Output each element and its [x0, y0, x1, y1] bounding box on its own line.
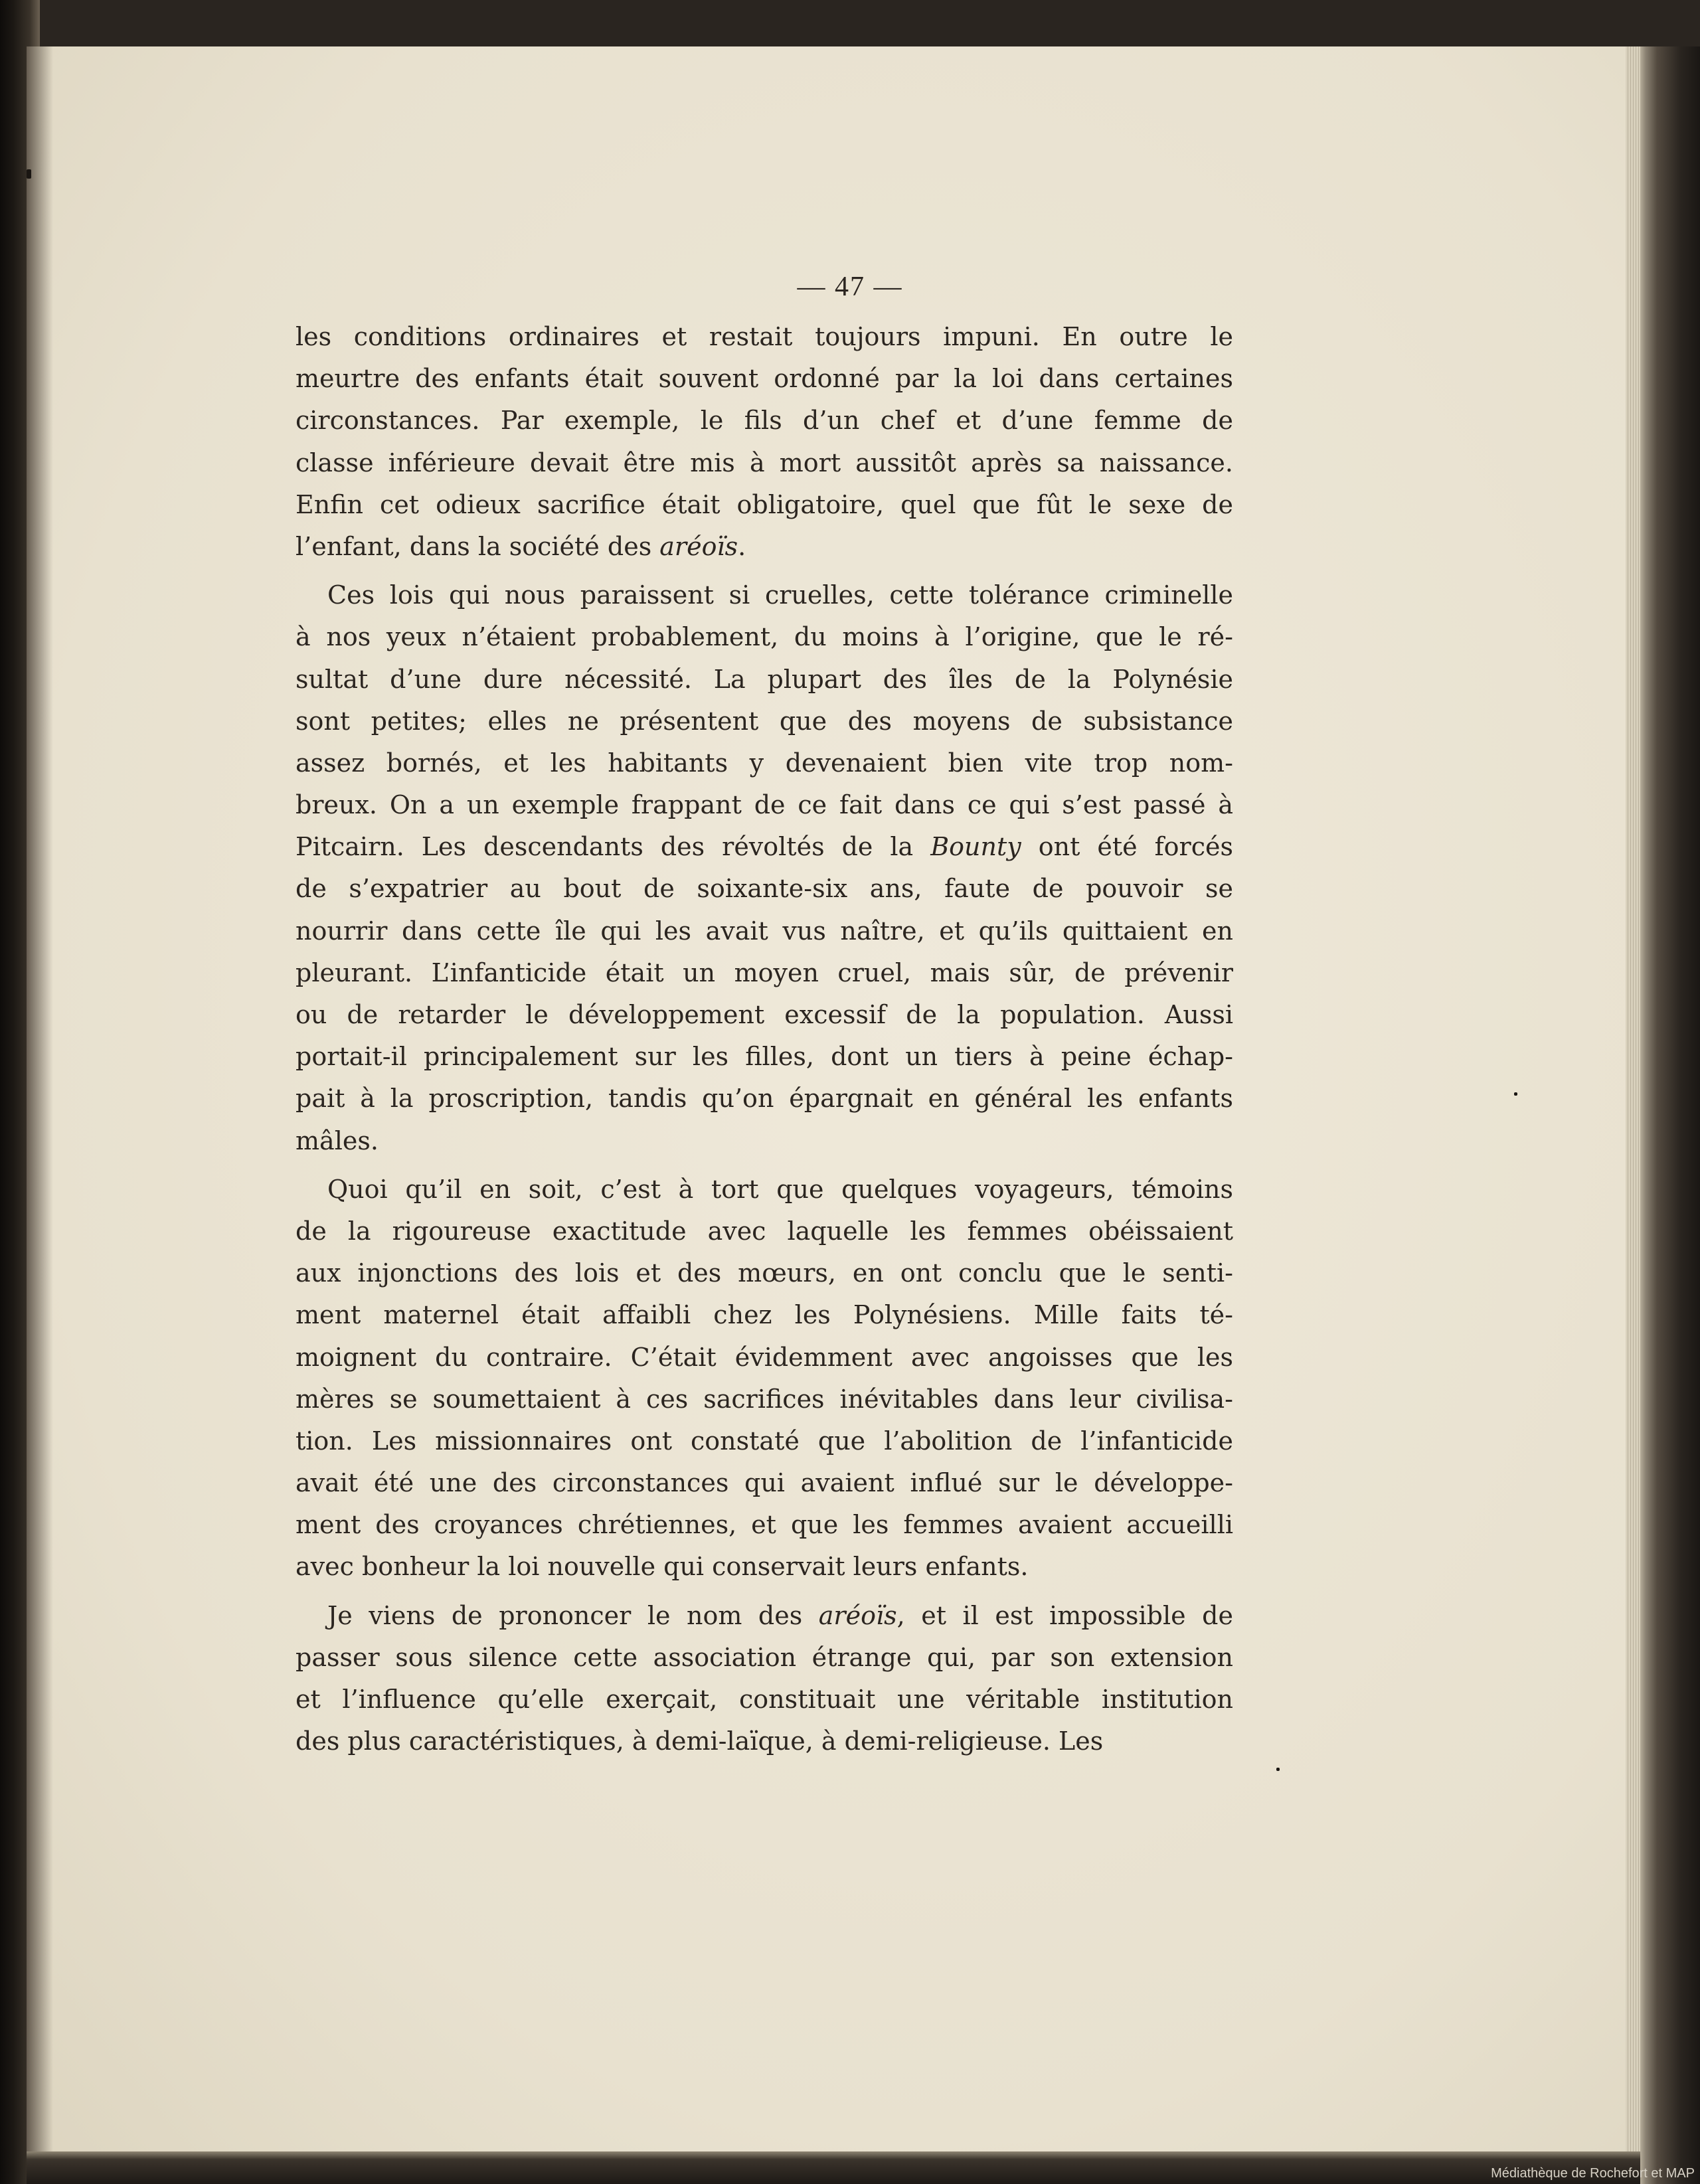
- text-segment: de s’expatrier au bout de soixante-six ans, faute de pouvoir se: [296, 874, 1233, 904]
- text-line: [296, 484, 1233, 526]
- text-line: [296, 442, 1233, 484]
- text-line: [296, 1078, 1233, 1120]
- credit-watermark: Médiathèque de Rochefort et MAP: [1491, 2166, 1695, 2181]
- text-line: [296, 1420, 1233, 1462]
- text-line: [296, 1546, 1233, 1588]
- text-segment: avait été une des circonstances qui avaient influé sur le développe-: [296, 1468, 1233, 1498]
- text-line: [296, 1337, 1233, 1379]
- text-segment: classe inférieure devait être mis à mort aussitôt après sa naissance.: [296, 448, 1233, 477]
- text-segment: passer sous silence cette association étrange qui, par son extension: [296, 1642, 1233, 1672]
- gutter-shadow: [27, 46, 53, 2151]
- text-segment: .: [738, 531, 746, 561]
- text-segment: Enfin cet odieux sacrifice était obligatoire, quel que fût le sexe de: [296, 489, 1233, 519]
- paragraph: [296, 1595, 1233, 1763]
- paragraph: [296, 316, 1233, 568]
- text-line: [296, 1504, 1233, 1546]
- text-segment: pait à la proscription, tandis qu’on épargnait en général les enfants: [296, 1084, 1233, 1114]
- text-line: [296, 526, 1233, 568]
- text-line: [296, 1721, 1233, 1762]
- page-edge-right: [1640, 46, 1700, 2184]
- text-line: [296, 1462, 1233, 1504]
- text-segment: Quoi qu’il en soit, c’est à tort que quelques voyageurs, témoins: [327, 1174, 1233, 1204]
- text-line: [296, 1379, 1233, 1420]
- text-segment: sont petites; elles ne présentent que des moyens de subsistance: [296, 706, 1233, 736]
- text-line: [296, 994, 1233, 1036]
- text-segment: ment maternel était affaibli chez les Polynésiens. Mille faits té-: [296, 1300, 1233, 1330]
- text-line: [296, 826, 1233, 868]
- text-line: [296, 1120, 1233, 1162]
- text-segment: sultat d’une dure nécessité. La plupart des îles de la Polynésie: [296, 664, 1233, 694]
- text-line: [296, 616, 1233, 658]
- text-segment: mères se soumettaient à ces sacrifices inévitables dans leur civilisa-: [296, 1384, 1233, 1414]
- text-segment: ou de retarder le développement excessif de la population. Aussi: [296, 1000, 1233, 1029]
- italic-term: Bounty: [930, 832, 1021, 862]
- text-segment: circonstances. Par exemple, le fils d’un chef et d’une femme de: [296, 406, 1233, 436]
- text-segment: portait-il principalement sur les filles, dont un tiers à peine échap-: [296, 1042, 1233, 1072]
- text-segment: assez bornés, et les habitants y devenaient bien vite trop nom-: [296, 748, 1233, 778]
- text-segment: meurtre des enfants était souvent ordonné par la loi dans certaines: [296, 364, 1233, 394]
- text-segment: ment des croyances chrétiennes, et que les femmes avaient accueilli: [296, 1510, 1233, 1540]
- text-segment: breux. On a un exemple frappant de ce fait dans ce qui s’est passé à: [296, 790, 1233, 820]
- italic-term: aréoïs: [818, 1600, 897, 1630]
- text-line: [296, 1595, 1233, 1637]
- text-line: [296, 316, 1233, 358]
- page-speck: [1514, 1092, 1517, 1096]
- text-line: [296, 701, 1233, 742]
- page-bottom-edge: [27, 2151, 1640, 2184]
- text-segment: Ces lois qui nous paraissent si cruelles, cette tolérance criminelle: [327, 580, 1233, 610]
- text-segment: à nos yeux n’étaient probablement, du moins à l’origine, que le ré-: [296, 622, 1233, 652]
- text-segment: Je viens de prononcer le nom des: [327, 1600, 819, 1630]
- text-segment: Pitcairn. Les descendants des révoltés de la: [296, 832, 931, 862]
- text-line: [296, 868, 1233, 910]
- text-segment: pleurant. L’infanticide était un moyen cruel, mais sûr, de prévenir: [296, 958, 1233, 987]
- text-segment: mâles.: [296, 1126, 379, 1155]
- text-segment: les conditions ordinaires et restait toujours impuni. En outre le: [296, 322, 1233, 351]
- binding-mark: [27, 169, 31, 179]
- text-line: [296, 742, 1233, 784]
- page-stack-edges: [1626, 46, 1640, 2151]
- text-segment: l’enfant, dans la société des: [296, 531, 660, 561]
- text-segment: , et il est impossible de: [896, 1600, 1233, 1630]
- text-line: [296, 1252, 1233, 1294]
- text-line: [296, 1211, 1233, 1252]
- text-line: [296, 574, 1233, 616]
- paragraph: [296, 574, 1233, 1162]
- text-line: [296, 1169, 1233, 1211]
- text-segment: tion. Les missionnaires ont constaté que l’abolition de l’infanticide: [296, 1426, 1233, 1456]
- text-segment: et l’influence qu’elle exerçait, constituait une véritable institution: [296, 1685, 1233, 1714]
- text-line: [296, 659, 1233, 701]
- text-line: [296, 358, 1233, 400]
- text-segment: ont été forcés: [1021, 832, 1233, 862]
- text-line: [296, 1679, 1233, 1721]
- page-speck: [1276, 1768, 1280, 1771]
- text-segment: des plus caractéristiques, à demi-laïque, à demi-religieuse. Les: [296, 1726, 1104, 1756]
- text-segment: aux injonctions des lois et des mœurs, en ont conclu que le senti-: [296, 1258, 1233, 1288]
- page-number: — 47 —: [797, 272, 903, 302]
- body-text: [296, 316, 1233, 1762]
- text-line: [296, 1294, 1233, 1336]
- paragraph: [296, 1169, 1233, 1588]
- italic-term: aréoïs: [659, 531, 738, 561]
- text-line: [296, 1637, 1233, 1679]
- text-line: [296, 400, 1233, 442]
- text-line: [296, 784, 1233, 826]
- text-line: [296, 1036, 1233, 1078]
- text-segment: de la rigoureuse exactitude avec laquelle les femmes obéissaient: [296, 1216, 1233, 1246]
- text-segment: moignent du contraire. C’était évidemment avec angoisses que les: [296, 1342, 1233, 1372]
- text-line: [296, 910, 1233, 952]
- text-segment: nourrir dans cette île qui les avait vus naître, et qu’ils quittaient en: [296, 916, 1233, 946]
- text-segment: avec bonheur la loi nouvelle qui conservait leurs enfants.: [296, 1552, 1029, 1582]
- text-line: [296, 952, 1233, 994]
